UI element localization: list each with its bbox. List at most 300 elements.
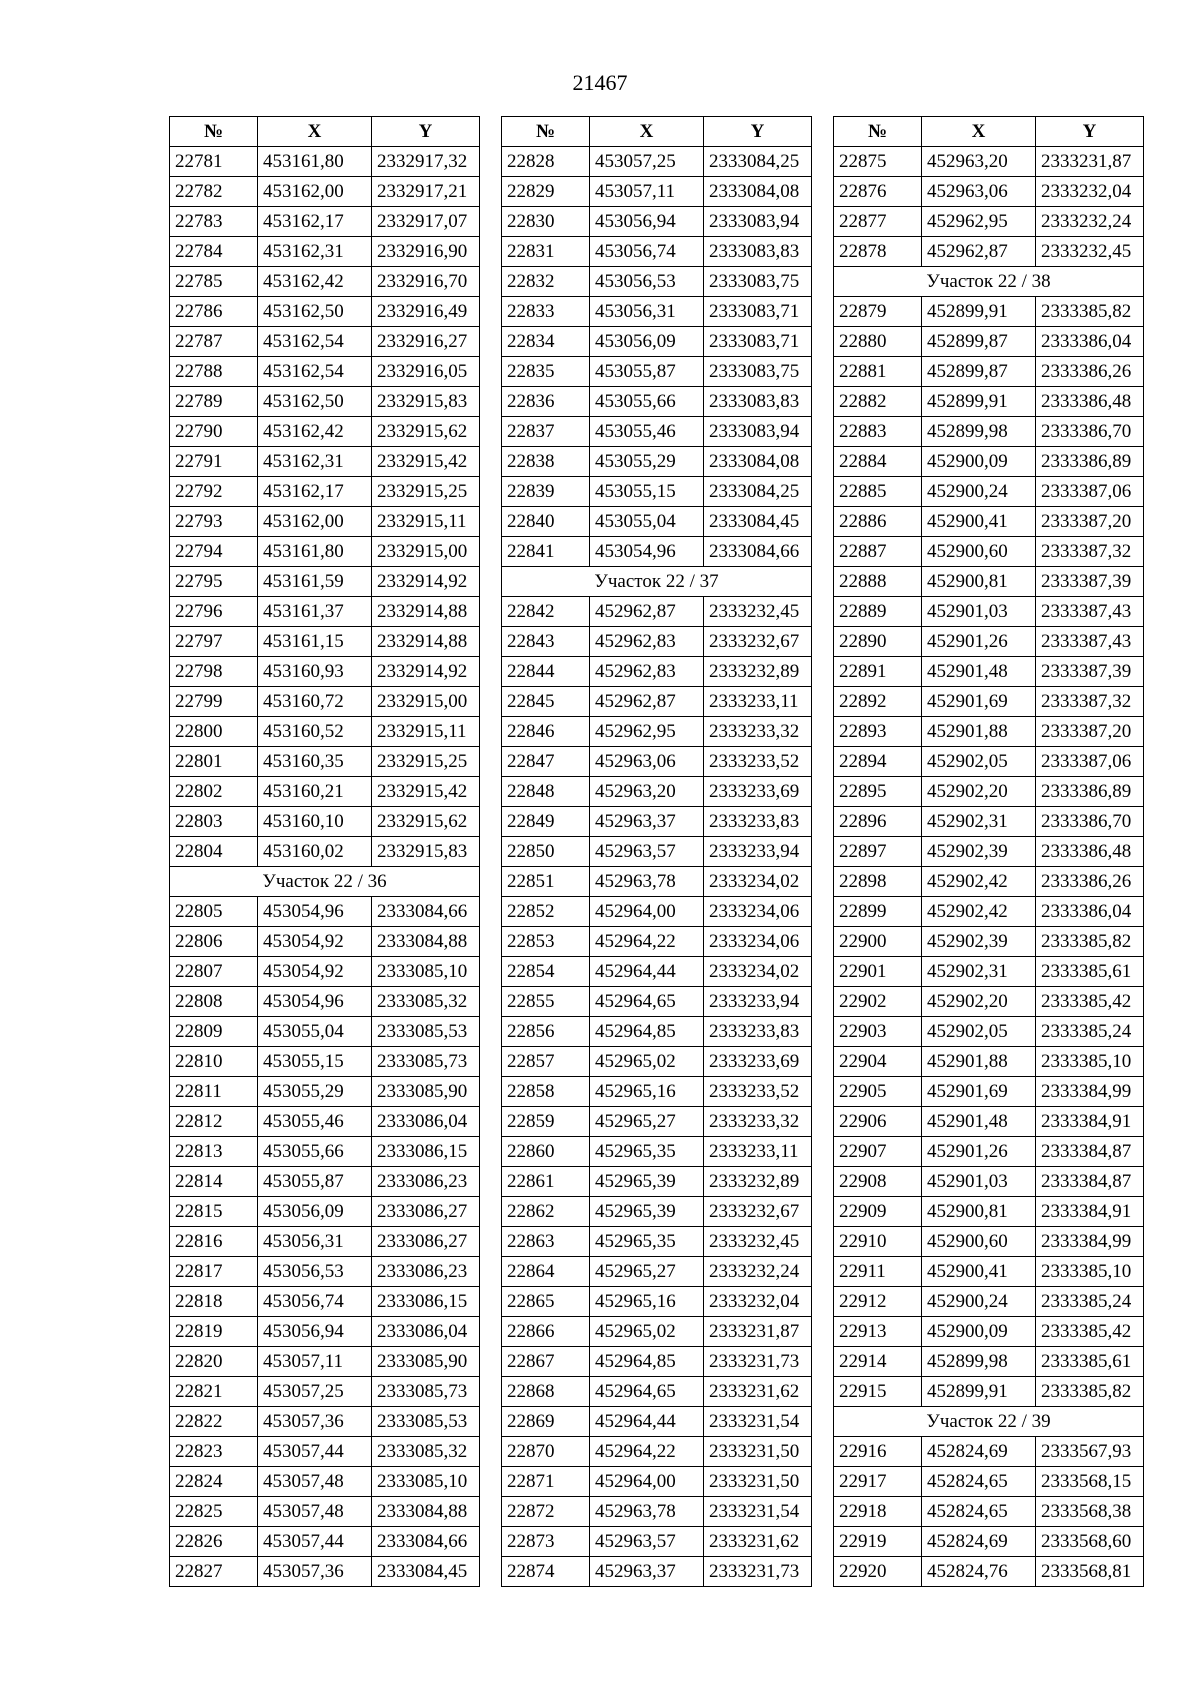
- x-coordinate-cell: 453056,09: [258, 1197, 372, 1227]
- table-row: [834, 1557, 1144, 1587]
- x-coordinate-cell: 453054,96: [258, 987, 372, 1017]
- y-coordinate-cell: 2333386,48: [1036, 837, 1144, 867]
- x-coordinate-cell: 452965,16: [590, 1287, 704, 1317]
- x-coordinate-cell: 453162,50: [258, 297, 372, 327]
- point-number-cell: 22816: [170, 1227, 258, 1257]
- table-row: [502, 1407, 812, 1437]
- x-coordinate-cell: 452963,37: [590, 807, 704, 837]
- y-coordinate-cell: 2332915,62: [372, 807, 480, 837]
- y-coordinate-cell: 2333232,04: [1036, 177, 1144, 207]
- point-number-cell: 22839: [502, 477, 590, 507]
- table-row: [834, 987, 1144, 1017]
- table-row: [170, 777, 480, 807]
- point-number-cell: 22907: [834, 1137, 922, 1167]
- point-number-cell: 22885: [834, 477, 922, 507]
- x-coordinate-cell: 452965,02: [590, 1317, 704, 1347]
- table-row: [834, 1467, 1144, 1497]
- point-number-cell: 22807: [170, 957, 258, 987]
- table-row: [834, 567, 1144, 597]
- table-row: [502, 957, 812, 987]
- y-coordinate-cell: 2333385,10: [1036, 1257, 1144, 1287]
- x-coordinate-cell: 453056,31: [590, 297, 704, 327]
- point-number-cell: 22819: [170, 1317, 258, 1347]
- point-number-cell: 22868: [502, 1377, 590, 1407]
- y-coordinate-cell: 2333234,02: [704, 867, 812, 897]
- y-coordinate-cell: 2333231,62: [704, 1377, 812, 1407]
- point-number-cell: 22892: [834, 687, 922, 717]
- y-coordinate-cell: 2332915,11: [372, 507, 480, 537]
- x-coordinate-cell: 453161,37: [258, 597, 372, 627]
- table-row: [502, 687, 812, 717]
- x-coordinate-cell: 453057,36: [258, 1557, 372, 1587]
- y-coordinate-cell: 2333084,25: [704, 147, 812, 177]
- point-number-cell: 22887: [834, 537, 922, 567]
- table-row: [502, 417, 812, 447]
- y-coordinate-cell: 2332915,00: [372, 537, 480, 567]
- table-row: [834, 777, 1144, 807]
- y-coordinate-cell: 2333231,54: [704, 1497, 812, 1527]
- y-coordinate-cell: 2333387,43: [1036, 627, 1144, 657]
- section-row: [834, 1407, 1144, 1437]
- x-coordinate-cell: 453162,31: [258, 447, 372, 477]
- point-number-cell: 22872: [502, 1497, 590, 1527]
- x-coordinate-cell: 453162,54: [258, 327, 372, 357]
- point-number-cell: 22789: [170, 387, 258, 417]
- table-row: [170, 567, 480, 597]
- point-number-cell: 22867: [502, 1347, 590, 1377]
- point-number-cell: 22896: [834, 807, 922, 837]
- y-coordinate-cell: 2333568,60: [1036, 1527, 1144, 1557]
- section-row: [170, 867, 480, 897]
- x-coordinate-cell: 452902,05: [922, 747, 1036, 777]
- y-coordinate-cell: 2333085,10: [372, 1467, 480, 1497]
- table-row: [502, 477, 812, 507]
- y-coordinate-cell: 2333232,89: [704, 1167, 812, 1197]
- table-row: [502, 1377, 812, 1407]
- x-coordinate-cell: 452899,98: [922, 417, 1036, 447]
- point-number-cell: 22836: [502, 387, 590, 417]
- point-number-cell: 22814: [170, 1167, 258, 1197]
- x-coordinate-cell: 453057,11: [258, 1347, 372, 1377]
- point-number-cell: 22803: [170, 807, 258, 837]
- y-coordinate-cell: 2333384,91: [1036, 1197, 1144, 1227]
- point-number-cell: 22846: [502, 717, 590, 747]
- point-number-cell: 22800: [170, 717, 258, 747]
- table-row: [502, 747, 812, 777]
- x-coordinate-cell: 453055,87: [590, 357, 704, 387]
- y-coordinate-cell: 2333233,69: [704, 777, 812, 807]
- table-row: [834, 477, 1144, 507]
- table-row: [834, 1227, 1144, 1257]
- table-row: [170, 657, 480, 687]
- x-coordinate-cell: 452902,31: [922, 807, 1036, 837]
- x-coordinate-cell: 453057,44: [258, 1527, 372, 1557]
- y-coordinate-cell: 2333085,53: [372, 1017, 480, 1047]
- point-number-cell: 22891: [834, 657, 922, 687]
- x-coordinate-cell: 452962,87: [590, 597, 704, 627]
- point-number-cell: 22882: [834, 387, 922, 417]
- y-coordinate-cell: 2333384,91: [1036, 1107, 1144, 1137]
- table-row: [834, 1107, 1144, 1137]
- table-row: [502, 387, 812, 417]
- x-coordinate-cell: 453161,59: [258, 567, 372, 597]
- point-number-cell: 22888: [834, 567, 922, 597]
- y-coordinate-cell: 2333085,90: [372, 1347, 480, 1377]
- point-number-cell: 22910: [834, 1227, 922, 1257]
- table-row: [170, 927, 480, 957]
- y-coordinate-cell: 2333231,54: [704, 1407, 812, 1437]
- y-coordinate-cell: 2332915,42: [372, 447, 480, 477]
- y-coordinate-cell: 2333387,39: [1036, 567, 1144, 597]
- x-coordinate-cell: 452964,22: [590, 1437, 704, 1467]
- x-coordinate-cell: 453160,10: [258, 807, 372, 837]
- x-coordinate-cell: 453160,21: [258, 777, 372, 807]
- point-number-cell: 22879: [834, 297, 922, 327]
- header-y: X: [922, 117, 1036, 147]
- x-coordinate-cell: 453162,17: [258, 207, 372, 237]
- x-coordinate-cell: 453162,42: [258, 417, 372, 447]
- table-row: [834, 657, 1144, 687]
- x-coordinate-cell: 452902,42: [922, 897, 1036, 927]
- x-coordinate-cell: 452901,69: [922, 1077, 1036, 1107]
- point-number-cell: 22889: [834, 597, 922, 627]
- y-coordinate-cell: 2333385,24: [1036, 1287, 1144, 1317]
- table-row: [834, 1167, 1144, 1197]
- point-number-cell: 22862: [502, 1197, 590, 1227]
- table-row: [834, 897, 1144, 927]
- table-row: [834, 357, 1144, 387]
- table-row: [834, 297, 1144, 327]
- x-coordinate-cell: 452824,65: [922, 1497, 1036, 1527]
- point-number-cell: 22893: [834, 717, 922, 747]
- point-number-cell: 22788: [170, 357, 258, 387]
- point-number-cell: 22811: [170, 1077, 258, 1107]
- y-coordinate-cell: 2332914,88: [372, 627, 480, 657]
- y-coordinate-cell: 2332915,83: [372, 387, 480, 417]
- y-coordinate-cell: 2333086,23: [372, 1257, 480, 1287]
- point-number-cell: 22786: [170, 297, 258, 327]
- x-coordinate-cell: 452900,24: [922, 1287, 1036, 1317]
- table-header-row: [502, 117, 812, 147]
- point-number-cell: 22851: [502, 867, 590, 897]
- point-number-cell: 22796: [170, 597, 258, 627]
- table-row: [834, 237, 1144, 267]
- table-row: [834, 807, 1144, 837]
- table-row: [170, 387, 480, 417]
- x-coordinate-cell: 453054,92: [258, 957, 372, 987]
- table-row: [170, 1047, 480, 1077]
- table-row: [170, 987, 480, 1017]
- y-coordinate-cell: 2333083,71: [704, 297, 812, 327]
- x-coordinate-cell: 453160,72: [258, 687, 372, 717]
- y-coordinate-cell: 2333386,70: [1036, 417, 1144, 447]
- point-number-cell: 22838: [502, 447, 590, 477]
- x-coordinate-cell: 452963,78: [590, 867, 704, 897]
- y-coordinate-cell: 2333086,27: [372, 1197, 480, 1227]
- point-number-cell: 22822: [170, 1407, 258, 1437]
- y-coordinate-cell: 2333231,73: [704, 1347, 812, 1377]
- table-row: [170, 1137, 480, 1167]
- point-number-cell: 22898: [834, 867, 922, 897]
- section-title: Участок 22 / 37: [502, 567, 812, 597]
- point-number-cell: 22918: [834, 1497, 922, 1527]
- y-coordinate-cell: 2333386,26: [1036, 357, 1144, 387]
- table-row: [834, 1137, 1144, 1167]
- point-number-cell: 22901: [834, 957, 922, 987]
- y-coordinate-cell: 2333086,15: [372, 1137, 480, 1167]
- y-coordinate-cell: 2333232,04: [704, 1287, 812, 1317]
- x-coordinate-cell: 452963,06: [590, 747, 704, 777]
- header-y: Y: [704, 117, 812, 147]
- section-title: Участок 22 / 39: [834, 1407, 1144, 1437]
- x-coordinate-cell: 453162,00: [258, 177, 372, 207]
- x-coordinate-cell: 452963,06: [922, 177, 1036, 207]
- y-coordinate-cell: 2332916,05: [372, 357, 480, 387]
- table-row: [834, 177, 1144, 207]
- table-row: [834, 927, 1144, 957]
- coordinates-table-1: [169, 116, 480, 1587]
- y-coordinate-cell: 2333385,42: [1036, 1317, 1144, 1347]
- y-coordinate-cell: 2333232,24: [704, 1257, 812, 1287]
- y-coordinate-cell: 2333568,81: [1036, 1557, 1144, 1587]
- table-row: [170, 207, 480, 237]
- y-coordinate-cell: 2333385,42: [1036, 987, 1144, 1017]
- point-number-cell: 22916: [834, 1437, 922, 1467]
- y-coordinate-cell: 2333085,90: [372, 1077, 480, 1107]
- table-row: [170, 267, 480, 297]
- x-coordinate-cell: 453055,04: [590, 507, 704, 537]
- x-coordinate-cell: 453160,93: [258, 657, 372, 687]
- point-number-cell: 22802: [170, 777, 258, 807]
- x-coordinate-cell: 452964,00: [590, 1467, 704, 1497]
- x-coordinate-cell: 453054,96: [590, 537, 704, 567]
- table-row: [834, 597, 1144, 627]
- table-row: [834, 1017, 1144, 1047]
- y-coordinate-cell: 2333385,61: [1036, 957, 1144, 987]
- point-number-cell: 22824: [170, 1467, 258, 1497]
- y-coordinate-cell: 2333385,24: [1036, 1017, 1144, 1047]
- x-coordinate-cell: 452963,57: [590, 837, 704, 867]
- x-coordinate-cell: 453162,50: [258, 387, 372, 417]
- table-row: [502, 1017, 812, 1047]
- point-number-cell: 22908: [834, 1167, 922, 1197]
- x-coordinate-cell: 452901,88: [922, 717, 1036, 747]
- section-title: Участок 22 / 36: [170, 867, 480, 897]
- table-row: [834, 417, 1144, 447]
- x-coordinate-cell: 453055,29: [258, 1077, 372, 1107]
- y-coordinate-cell: 2333231,50: [704, 1467, 812, 1497]
- y-coordinate-cell: 2333386,70: [1036, 807, 1144, 837]
- table-row: [502, 1347, 812, 1377]
- x-coordinate-cell: 452964,65: [590, 987, 704, 1017]
- point-number-cell: 22809: [170, 1017, 258, 1047]
- point-number-cell: 22833: [502, 297, 590, 327]
- table-row: [834, 1287, 1144, 1317]
- x-coordinate-cell: 453056,94: [590, 207, 704, 237]
- x-coordinate-cell: 452824,65: [922, 1467, 1036, 1497]
- point-number-cell: 22871: [502, 1467, 590, 1497]
- x-coordinate-cell: 452901,69: [922, 687, 1036, 717]
- table-row: [502, 1077, 812, 1107]
- point-number-cell: 22875: [834, 147, 922, 177]
- table-row: [170, 477, 480, 507]
- table-row: [834, 687, 1144, 717]
- y-coordinate-cell: 2333233,94: [704, 987, 812, 1017]
- y-coordinate-cell: 2333083,83: [704, 387, 812, 417]
- point-number-cell: 22829: [502, 177, 590, 207]
- table-row: [502, 507, 812, 537]
- table-row: [170, 1437, 480, 1467]
- y-coordinate-cell: 2333387,20: [1036, 507, 1144, 537]
- table-row: [170, 177, 480, 207]
- y-coordinate-cell: 2333084,08: [704, 177, 812, 207]
- y-coordinate-cell: 2333233,94: [704, 837, 812, 867]
- header-y: Y: [372, 117, 480, 147]
- x-coordinate-cell: 453054,96: [258, 897, 372, 927]
- x-coordinate-cell: 453057,25: [590, 147, 704, 177]
- x-coordinate-cell: 453055,15: [258, 1047, 372, 1077]
- y-coordinate-cell: 2333234,06: [704, 897, 812, 927]
- x-coordinate-cell: 452965,35: [590, 1227, 704, 1257]
- x-coordinate-cell: 452824,69: [922, 1527, 1036, 1557]
- y-coordinate-cell: 2333232,45: [704, 1227, 812, 1257]
- table-row: [170, 837, 480, 867]
- y-coordinate-cell: 2333084,66: [372, 1527, 480, 1557]
- point-number-cell: 22890: [834, 627, 922, 657]
- y-coordinate-cell: 2333384,99: [1036, 1077, 1144, 1107]
- point-number-cell: 22894: [834, 747, 922, 777]
- point-number-cell: 22904: [834, 1047, 922, 1077]
- y-coordinate-cell: 2333385,10: [1036, 1047, 1144, 1077]
- y-coordinate-cell: 2333233,83: [704, 807, 812, 837]
- y-coordinate-cell: 2333085,73: [372, 1047, 480, 1077]
- x-coordinate-cell: 452901,26: [922, 1137, 1036, 1167]
- table-row: [502, 1317, 812, 1347]
- table-row: [502, 297, 812, 327]
- point-number-cell: 22917: [834, 1467, 922, 1497]
- point-number-cell: 22837: [502, 417, 590, 447]
- table-row: [502, 1137, 812, 1167]
- y-coordinate-cell: 2333386,26: [1036, 867, 1144, 897]
- y-coordinate-cell: 2333086,15: [372, 1287, 480, 1317]
- x-coordinate-cell: 452965,39: [590, 1197, 704, 1227]
- point-number-cell: 22913: [834, 1317, 922, 1347]
- table-row: [502, 807, 812, 837]
- point-number-cell: 22825: [170, 1497, 258, 1527]
- y-coordinate-cell: 2333083,75: [704, 357, 812, 387]
- x-coordinate-cell: 452901,03: [922, 1167, 1036, 1197]
- table-row: [834, 1437, 1144, 1467]
- y-coordinate-cell: 2333231,50: [704, 1437, 812, 1467]
- y-coordinate-cell: 2333232,67: [704, 1197, 812, 1227]
- point-number-cell: 22785: [170, 267, 258, 297]
- point-number-cell: 22886: [834, 507, 922, 537]
- x-coordinate-cell: 452899,91: [922, 297, 1036, 327]
- y-coordinate-cell: 2332917,07: [372, 207, 480, 237]
- table-row: [834, 147, 1144, 177]
- x-coordinate-cell: 453162,54: [258, 357, 372, 387]
- y-coordinate-cell: 2333387,06: [1036, 747, 1144, 777]
- point-number-cell: 22791: [170, 447, 258, 477]
- y-coordinate-cell: 2333234,02: [704, 957, 812, 987]
- coordinates-table-3: [833, 116, 1144, 1587]
- x-coordinate-cell: 452902,20: [922, 777, 1036, 807]
- y-coordinate-cell: 2333568,15: [1036, 1467, 1144, 1497]
- table-header-row: [170, 117, 480, 147]
- x-coordinate-cell: 452900,60: [922, 537, 1036, 567]
- x-coordinate-cell: 452963,78: [590, 1497, 704, 1527]
- x-coordinate-cell: 453160,35: [258, 747, 372, 777]
- y-coordinate-cell: 2333387,32: [1036, 537, 1144, 567]
- point-number-cell: 22903: [834, 1017, 922, 1047]
- y-coordinate-cell: 2333231,73: [704, 1557, 812, 1587]
- point-number-cell: 22830: [502, 207, 590, 237]
- x-coordinate-cell: 452964,65: [590, 1377, 704, 1407]
- section-row: [502, 567, 812, 597]
- x-coordinate-cell: 453056,94: [258, 1317, 372, 1347]
- y-coordinate-cell: 2333085,32: [372, 987, 480, 1017]
- header-x: X: [590, 117, 704, 147]
- x-coordinate-cell: 453055,46: [258, 1107, 372, 1137]
- point-number-cell: 22857: [502, 1047, 590, 1077]
- y-coordinate-cell: 2333084,88: [372, 1497, 480, 1527]
- x-coordinate-cell: 453161,15: [258, 627, 372, 657]
- table-row: [834, 447, 1144, 477]
- point-number-cell: 22835: [502, 357, 590, 387]
- x-coordinate-cell: 453056,31: [258, 1227, 372, 1257]
- x-coordinate-cell: 452900,09: [922, 1317, 1036, 1347]
- y-coordinate-cell: 2333083,94: [704, 417, 812, 447]
- x-coordinate-cell: 452902,31: [922, 957, 1036, 987]
- point-number-cell: 22792: [170, 477, 258, 507]
- y-coordinate-cell: 2333232,45: [1036, 237, 1144, 267]
- table-row: [834, 1497, 1144, 1527]
- table-row: [502, 1167, 812, 1197]
- x-coordinate-cell: 452964,85: [590, 1017, 704, 1047]
- table-row: [502, 897, 812, 927]
- point-number-cell: 22876: [834, 177, 922, 207]
- table-row: [502, 1257, 812, 1287]
- point-number-cell: 22856: [502, 1017, 590, 1047]
- point-number-cell: 22919: [834, 1527, 922, 1557]
- table-row: [502, 987, 812, 1017]
- table-row: [502, 177, 812, 207]
- y-coordinate-cell: 2333386,04: [1036, 327, 1144, 357]
- table-row: [502, 867, 812, 897]
- table-row: [502, 1467, 812, 1497]
- x-coordinate-cell: 452901,48: [922, 657, 1036, 687]
- table-row: [170, 1227, 480, 1257]
- table-row: [834, 1317, 1144, 1347]
- x-coordinate-cell: 452824,69: [922, 1437, 1036, 1467]
- x-coordinate-cell: 452965,27: [590, 1257, 704, 1287]
- table-row: [170, 1497, 480, 1527]
- x-coordinate-cell: 453055,87: [258, 1167, 372, 1197]
- point-number-cell: 22795: [170, 567, 258, 597]
- table-row: [834, 717, 1144, 747]
- table-row: [502, 537, 812, 567]
- table-row: [170, 1557, 480, 1587]
- table-row: [834, 747, 1144, 777]
- x-coordinate-cell: 452899,98: [922, 1347, 1036, 1377]
- point-number-cell: 22797: [170, 627, 258, 657]
- point-number-cell: 22812: [170, 1107, 258, 1137]
- table-row: [170, 537, 480, 567]
- y-coordinate-cell: 2333233,11: [704, 1137, 812, 1167]
- table-row: [170, 1317, 480, 1347]
- y-coordinate-cell: 2333233,32: [704, 717, 812, 747]
- header-number: №: [834, 117, 922, 147]
